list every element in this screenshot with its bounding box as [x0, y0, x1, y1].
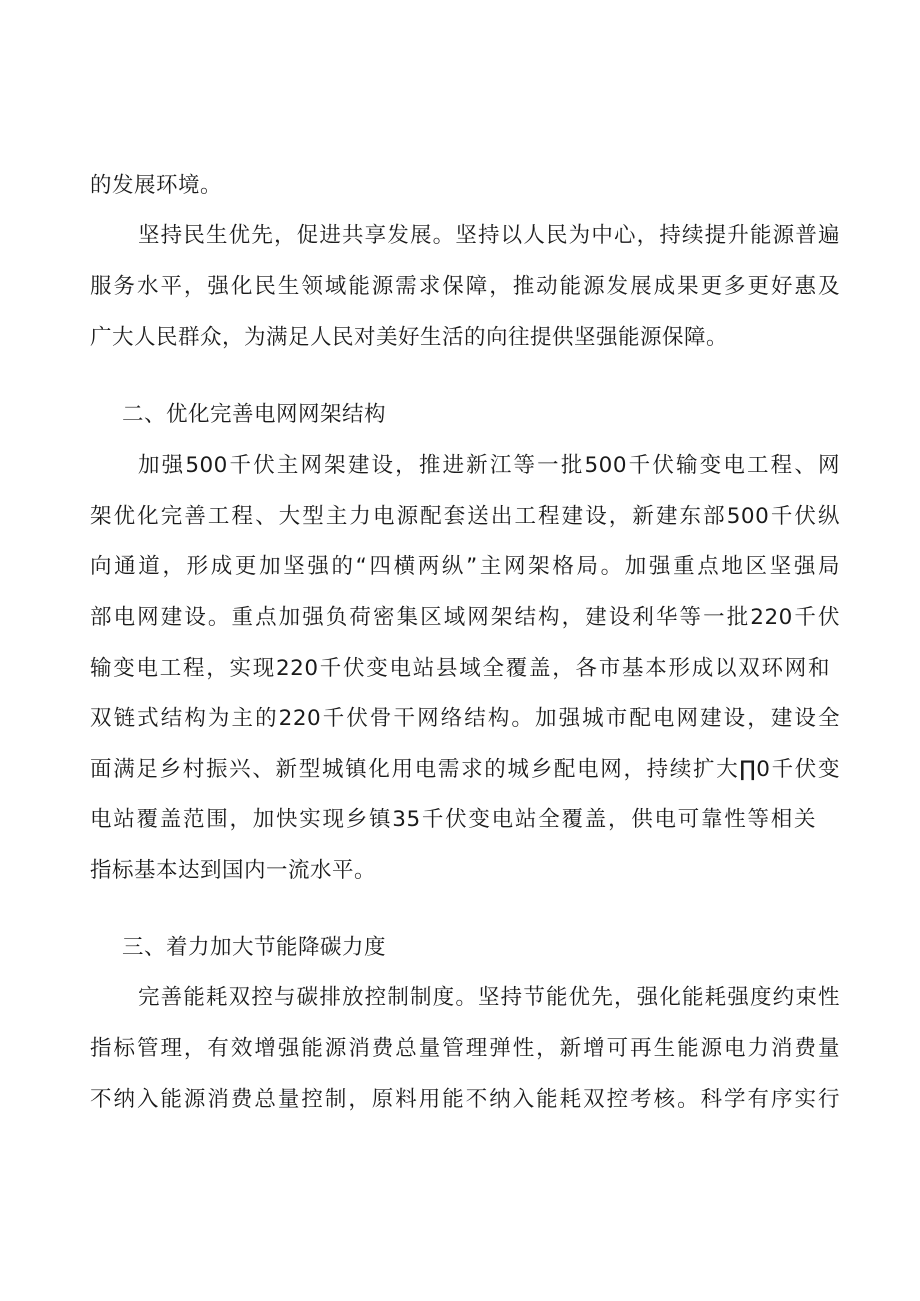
paragraph-line: 的发展环境。: [90, 173, 223, 198]
paragraph-line: 部电网建设。重点加强负荷密集区域网架结构，建设利华等一批220千伏: [90, 605, 840, 630]
paragraph-line: 加强500千伏主网架建设，推进新江等一批500千伏输变电工程、网: [138, 453, 840, 478]
section-heading: 二、优化完善电网网架结构: [122, 402, 387, 427]
paragraph-line: 双链式结构为主的220千伏骨干网络结构。加强城市配电网建设，建设全: [90, 706, 840, 731]
paragraph-line: 电站覆盖范围，加快实现乡镇35千伏变电站全覆盖，供电可靠性等相关: [90, 807, 816, 832]
paragraph-line: 广大人民群众，为满足人民对美好生活的向往提供坚强能源保障。: [90, 325, 729, 350]
paragraph-line: 指标管理，有效增强能源消费总量管理弹性，新增可再生能源电力消费量: [90, 1036, 840, 1061]
paragraph-line: 输变电工程，实现220千伏变电站县域全覆盖，各市基本形成以双环网和: [90, 656, 830, 681]
paragraph-line: 架优化完善工程、大型主力电源配套送出工程建设，新建东部500千伏纵: [90, 504, 840, 529]
paragraph-line: 服务水平，强化民生领域能源需求保障，推动能源发展成果更多更好惠及: [90, 274, 840, 299]
paragraph-line: 向通道，形成更加坚强的“四横两纵”主网架格局。加强重点地区坚强局: [90, 554, 840, 579]
section-heading: 三、着力加大节能降碳力度: [122, 935, 387, 960]
paragraph-line: 完善能耗双控与碳排放控制制度。坚持节能优先，强化能耗强度约束性: [138, 985, 840, 1010]
paragraph-line: 不纳入能源消费总量控制，原料用能不纳入能耗双控考核。科学有序实行: [90, 1087, 840, 1112]
paragraph-line: 指标基本达到国内一流水平。: [90, 858, 377, 883]
paragraph-line: 面满足乡村振兴、新型城镇化用电需求的城乡配电网，持续扩大∏0千伏变: [90, 757, 840, 782]
paragraph-line: 坚持民生优先，促进共享发展。坚持以人民为中心，持续提升能源普遍: [138, 223, 840, 248]
